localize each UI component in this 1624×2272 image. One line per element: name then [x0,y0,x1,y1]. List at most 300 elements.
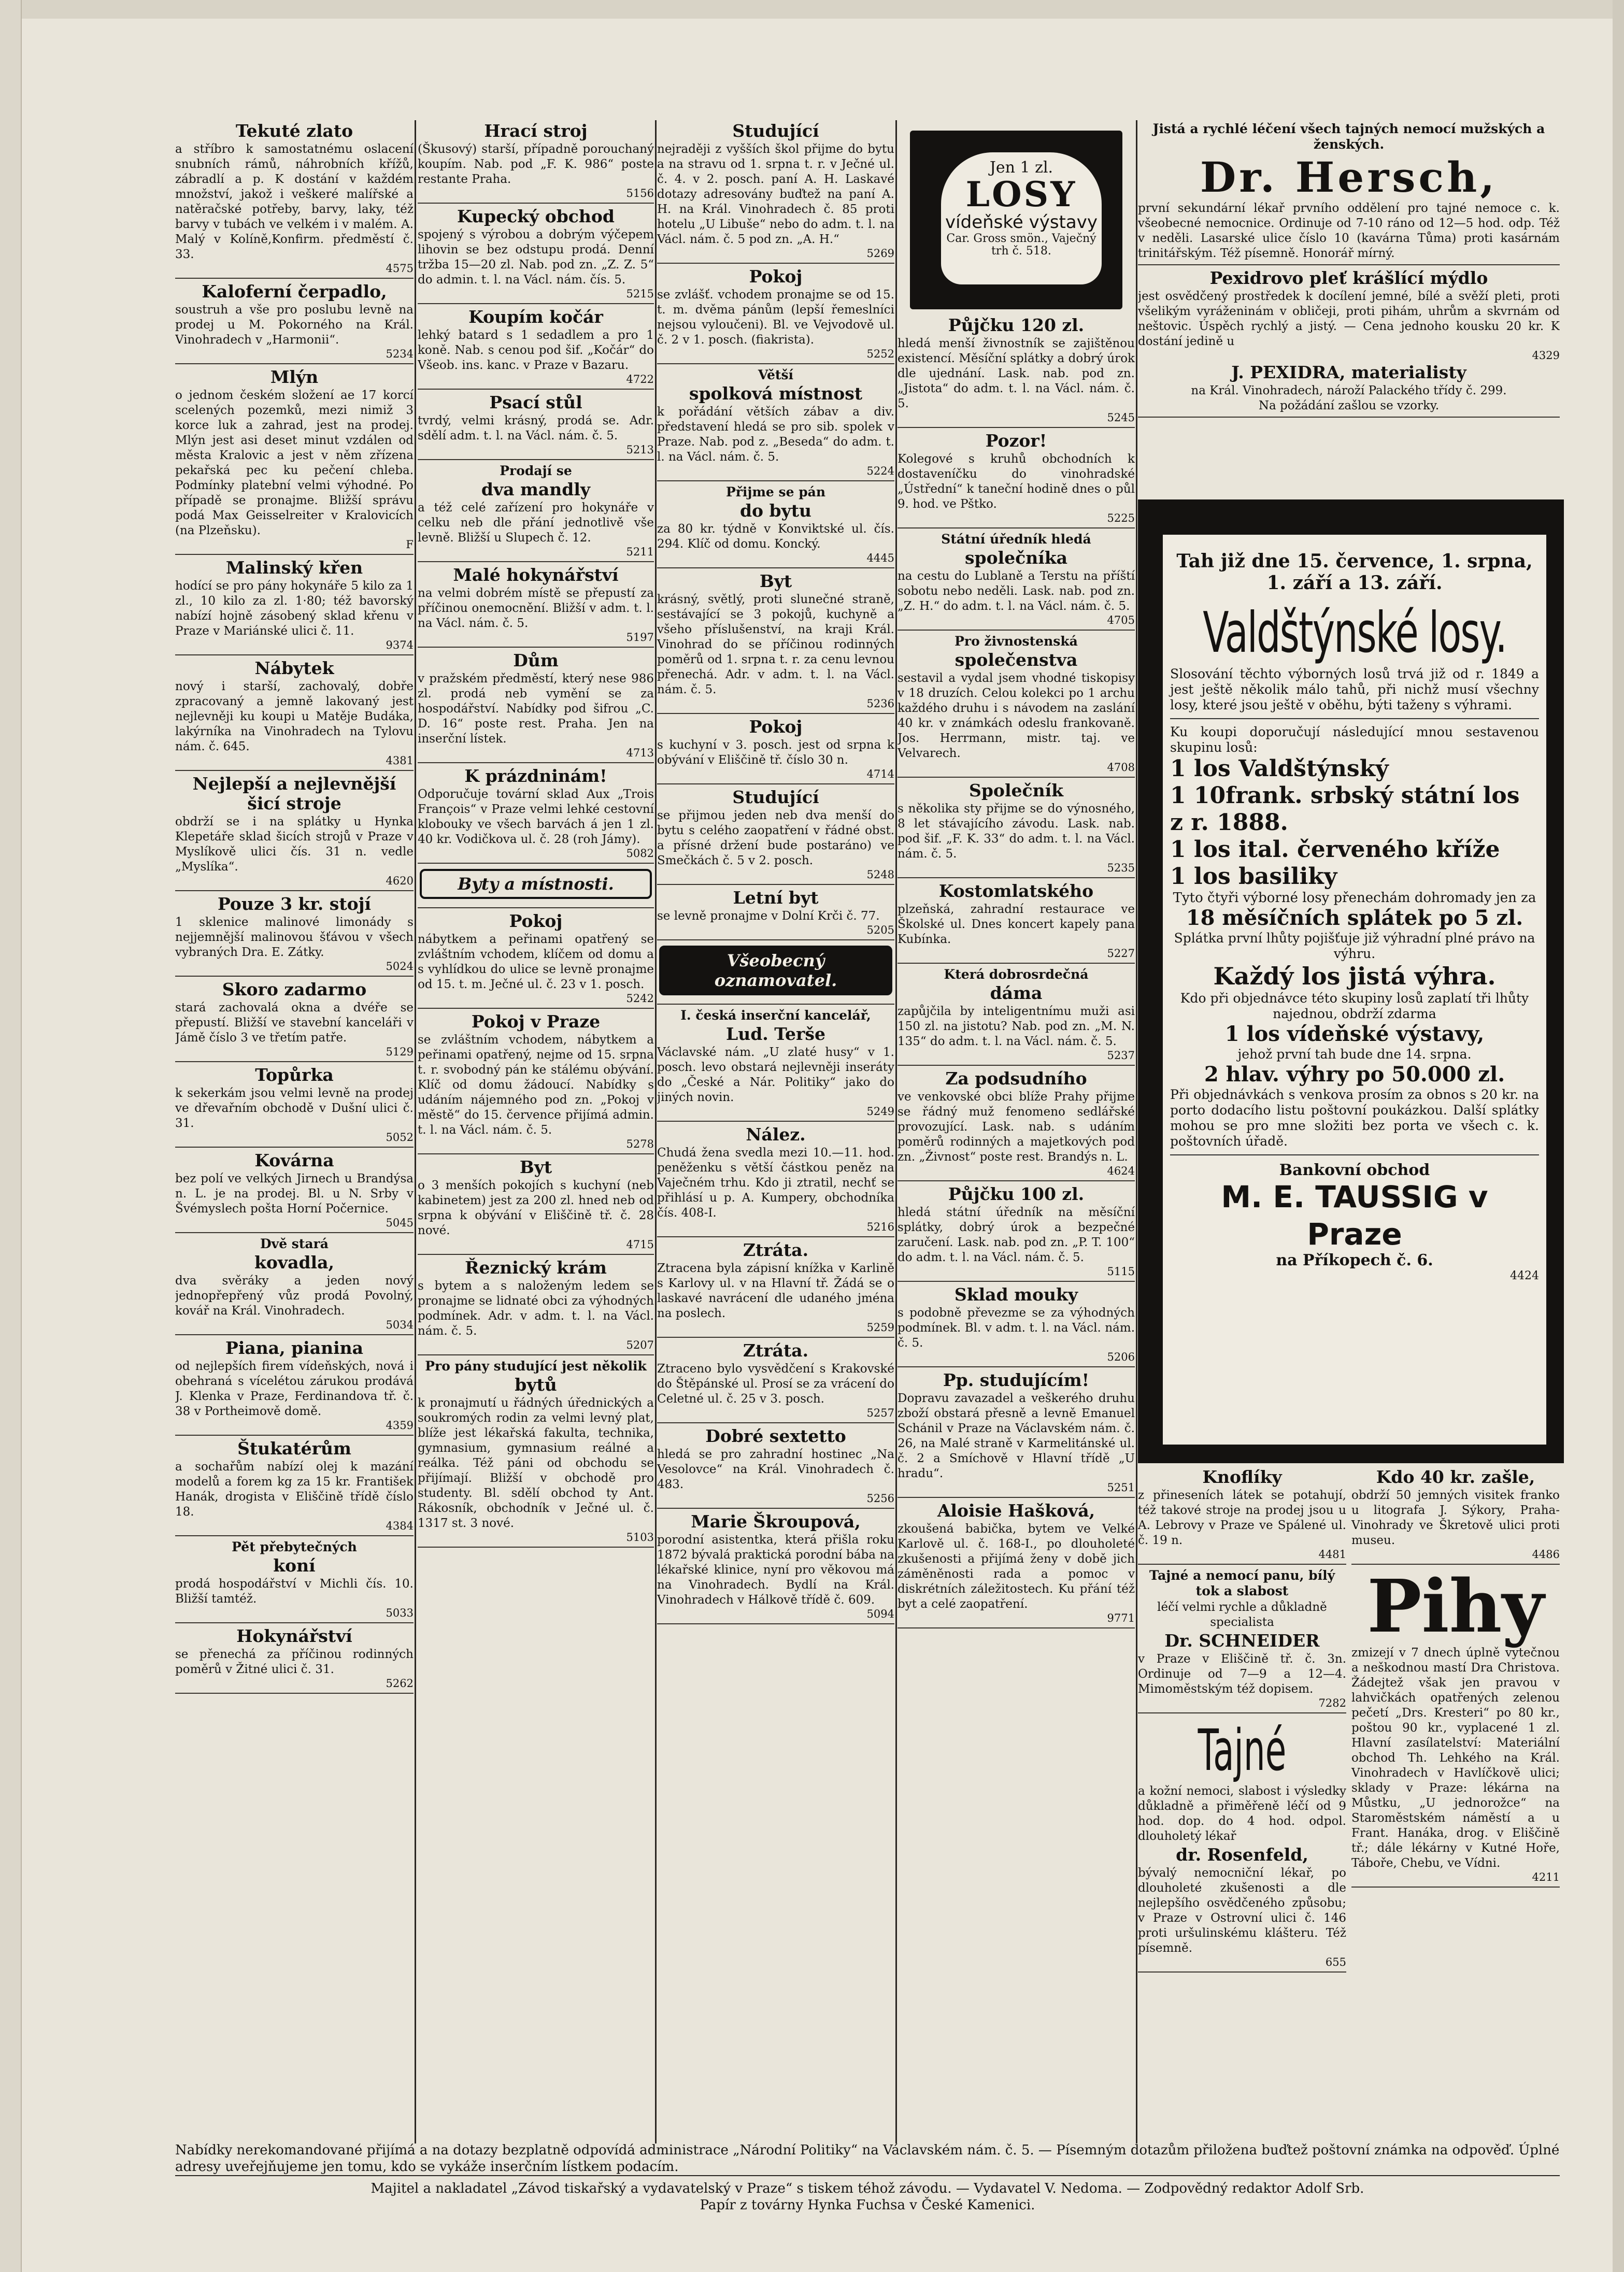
ad-number: 655 [1325,1956,1346,1968]
ad-body: o jednom českém složení ae 17 korcí scelených pozemků, mezi nimiž 3 korce luk a zahrad, jest na prodej. Mlýn jest asi deset minut vzdálen od města Kralovic a jest v něm zřízena pekařská pec ku pečení chleba. Podmínky platební velmi výhodné. Po případě se pronajme. Bližší správu podá Max Geisselreiter v Kralovicích (na Plzeňsku). [175,389,414,537]
ad-body: ve venkovské obci blíže Prahy přijme se řádný muž fenomeno sedlářské provozující. Lask. nab. s udáním poměrů rodinných a majetkových pod zn. „Živnost“ poste rest. Brandýs n. L. [898,1090,1135,1164]
ad-preheading: Dvě stará [260,1236,329,1251]
ad-number: 5033 [386,1607,414,1619]
column-rule [1136,120,1137,2144]
ad-number: 4714 [866,768,894,780]
ad-body: s kuchyní v 3. posch. jest od srpna k obývání v Eliščině tř. číslo 30 n. [657,738,894,767]
ad-heading: Pokoj [509,911,563,931]
advert [657,1512,894,1624]
advert [175,894,414,977]
advert [418,651,654,763]
ad-heading: Kdo 40 kr. zašle, [1376,1467,1535,1487]
bank-address: na Příkopech č. 6. [1276,1251,1433,1269]
advert [898,1184,1135,1282]
pihy-advert [1351,1564,1560,1888]
ad-heading: kovadla, [254,1252,334,1273]
ad-body: hledá se pro zahradní hostinec „Na Vesolovce“ na Král. Vinohradech č. 483. [657,1448,894,1491]
ad-number: 5207 [626,1339,654,1351]
ad-number: 5251 [1107,1481,1135,1494]
advert [898,881,1135,964]
ad-heading: Pokoj [749,717,803,737]
ad-number: 5245 [1107,411,1135,424]
ad-number: 5082 [626,847,654,860]
pexidr-seller: J. PEXIDRA, materialisty [1231,362,1466,382]
ad-heading: Nejlepší a nejlevnější šicí stroje [192,774,396,813]
ad-heading: Pozor! [985,431,1047,451]
ad-body: se zvlášť. vchodem pronajme se od 15. t. m. dvěma pánům (lepší řemeslníci nejsou vyloučeni). Bl. ve Vejvodově ul. č. 2 v 1. posch. (fiakrista). [657,288,894,347]
ad-number: 4424 [1510,1269,1539,1282]
advert [175,1539,414,1623]
advert [657,1125,894,1237]
column-3 [657,120,894,2144]
ad-preheading: Státní úředník hledá [941,532,1091,547]
ad-body: nábytkem a peřinami opatřený se zvláštním vchodem, klíčem od domu a s vyhlídkou do ulice se levně pronajme od 15. t. m. Ječné ul. č. 23 v 1. posch. [418,933,654,991]
ad-body: obdrží se i na splátky u Hynka Klepetáře sklad šicích strojů v Praze v Myslíkově ulici čís. 31 n. vedle „Myslíka“. [175,815,414,874]
ad-number: 4575 [386,262,414,275]
ad-number: 5034 [386,1319,414,1331]
ad-heading: Pexidrovo pleť krášlící mýdlo [1209,268,1488,288]
ad-body: a stříbro k samostatnému oslacení snubních rámů, náhrobních křížů, zábradlí a p. K dostání v každém množství, jakož i veškeré malířské a natěračské potřeby, barvy, laky, též barvy v tubách ve velkém i v malém. A. Malý v Kolíně,Konfirm. předměstí č. 33. [175,142,414,261]
ad-heading: Kostomlatského [938,881,1094,901]
ad-preheading: I. česká inserční kancelář, [680,1008,871,1023]
ad-body: dva svěráky a jeden nový jednopřepřený vůz prodá Povolný, kovář na Král. Vinohradech. [175,1274,414,1318]
advert [418,911,654,1009]
valdstyn-bonus-intro: Kdo při objednávce této skupiny losů zaplatí tři lhůty najednou, obdrží zdarma [1180,991,1529,1021]
ad-body: hledá menší živnostník se zajištěnou existencí. Měsíční splátky a dobrý úrok dle ujednání. Lask. nab. pod zn. „Jistota“ do adm. t. l. na Václ. nám. č. 5. [898,337,1135,410]
ad-number: 4211 [1532,1871,1560,1883]
ad-number: 4713 [626,747,654,759]
ad-body: zapůjčila by inteligentnímu muži asi 150 zl. na jistotu? Nab. pod zn. „M. N. 135“ do adm. t. l. na Václ. nám. č. 5. [898,1005,1135,1048]
ad-heading: Kovárna [254,1150,334,1170]
ad-heading: dáma [990,983,1043,1003]
ad-number: 5225 [1107,512,1135,524]
ad-body: za 80 kr. týdně v Konviktské ul. čís. 294. Klíč od domu. Koncký. [657,522,894,551]
losy-price: Jen 1 zl. [989,159,1053,177]
valdstyn-advert [1163,535,1546,1445]
ad-body: Ztracena byla zápisní knížka v Karlině s Karlovy ul. v na Hlavní tř. Žádá se o laskavé navrácení dle udaného jména na poslech. [657,1262,894,1320]
valdstyn-free-los: 1 los vídeňské výstavy, [1224,1022,1485,1046]
doctor-name: dr. Rosenfeld, [1176,1845,1308,1865]
losy-subtitle: vídeňské výstavy [945,212,1098,233]
ad-number: 5227 [1107,947,1135,960]
ad-number: 5234 [386,348,414,360]
advert [657,267,894,364]
ad-heading: Piana, pianina [225,1338,363,1358]
ad-body: hledá státní úředník na měsíční splátky, dobrý úrok a bezpečné zaručení. Lask. nab. pod zn. „P. T. 100“ do adm. t. l. na Václ. nám. č. 5. [898,1206,1135,1264]
ad-number: 9374 [386,639,414,651]
column-2 [418,120,654,2144]
ad-number: 5211 [626,546,654,558]
ad-heading: bytů [515,1375,557,1395]
ad-number: 4705 [1107,614,1135,626]
ad-body: prodá hospodářství v Michli čís. 10. Bližší tamtéž. [175,1577,414,1606]
ad-number: 4481 [1318,1548,1346,1561]
advert [657,1426,894,1509]
doctor-name: Dr. SCHNEIDER [1164,1631,1320,1651]
advert [175,659,414,771]
advert [175,1626,414,1694]
ad-body: plzeňská, zahradní restaurace ve Školské ul. Dnes koncert kapely pana Kubínka. [898,903,1135,946]
ad-number: 5156 [626,187,654,199]
ad-body: stará zachovalá okna a dvéře se přepustí. Bližší ve stavební kanceláři v Jámě číslo 3 ve třetím patře. [175,1001,414,1045]
advert [175,121,414,279]
ad-heading: Sklad mouky [954,1284,1078,1305]
ad-number: 5248 [866,868,894,881]
ad-heading: Pp. studujícím! [943,1370,1090,1390]
ad-number: 4445 [866,552,894,564]
pexidr-address: na Král. Vinohradech, nároží Palackého třídy č. 299. [1191,384,1507,397]
ad-heading: Řeznický krám [465,1258,607,1278]
ad-body: k pronajmutí u řádných úřednických a soukromých rodin za velmi levný plat, blíže jest lékařská fakulta, technika, gymnasium, gymnasium reálné a reálka. Též páni od obchodu se přijímají. Bližší v obchodě pro studenty. Bl. sdělí obchod ty Ant. Rákosník, obchodník v Ječné ul. č. 1317 st. 3 nové. [418,1396,654,1530]
ad-number: 5115 [1107,1265,1135,1278]
advert [898,316,1135,428]
ad-number: 4486 [1532,1548,1560,1561]
advert [175,1338,414,1436]
ad-heading: Půjčku 120 zl. [948,315,1085,335]
advert [175,282,414,364]
valdstyn-win-each: Každý los jistá výhra. [1213,962,1496,990]
advert [657,1341,894,1423]
ad-number: F [406,538,414,551]
advert [898,1501,1135,1628]
advert [175,980,414,1062]
tajne-heading: Tajné [1198,1717,1287,1783]
kdo40-advert [1351,1467,1560,1565]
column-rule [895,120,897,2144]
ad-number: 5257 [866,1407,894,1419]
ad-number: 5024 [386,960,414,973]
ad-body: bez polí ve velkých Jirnech u Brandýsa n. L. je na prodej. Bl. u N. Srby v Švémyslech pošta Horní Počernice. [175,1172,414,1216]
ad-number: 5206 [1107,1351,1135,1363]
ad-number: 5045 [386,1217,414,1229]
ad-heading: Pokoj [749,266,803,287]
advert [657,946,894,1005]
ad-body: krásný, světlý, proti slunečné straně, sestávající se 3 pokojů, kuchyně a všeho příslušenství, na kraji Král. Vinohrad do se příčinou rodinných poměrů od 1. srpna t. r. za cenu levnou přenechá. Adr. v adm. t. l. na Václ. nám. č. 5. [657,593,894,696]
ad-heading: Koupím kočár [468,307,603,327]
ad-preheading: Pro živnostenská [955,634,1078,649]
ad-heading: Nález. [746,1124,806,1145]
ad-number: 4381 [386,754,414,767]
advert [175,774,414,891]
imprint [175,2175,1560,2213]
ad-heading: Skoro zadarmo [222,979,367,999]
ad-body: nejraději z vyšších škol přijme do bytu a na stravu od 1. srpna t. r. v Ječné ul. č. 4. v 2. posch. paní A. H. Laskavé dotazy adresovány buďtež na paní A. H. na Král. Vinohradech č. 85 proti hotelu „U Libuše“ nebo do adm. t. l. na Václ. nám. č. 5 pod zn. „A. H.“ [657,142,894,246]
bank-label: Bankovní obchod [1279,1161,1430,1179]
valdstyn-postage: Při objednávkách s venkova prosím za obnos s 20 kr. na porto dodacího listu poštovní poukázkou. Další splátky mohou se pro mne složiti bez porta ve všech c. k. poštovních úřadě. [1170,1087,1539,1149]
ad-body: Dopravu zavazadel a veškerého druhu zboží obstará přesně a levně Emanuel Schánil v Praze na Václavském nám. č. 26, na Malé straně v Karmelitánské ul. č. 2 a Smíchově v Hlavní třídě „U hradu“. [898,1392,1135,1480]
advert [418,121,654,204]
advert [657,1240,894,1338]
ad-body: (Škusový) starší, případně porouchaný koupím. Nab. pod „F. K. 986“ poste restante Praha. [418,142,654,186]
ad-number: 5262 [386,1677,414,1690]
ad-number: 5236 [866,697,894,710]
ad-body: se přijmou jeden neb dva menší do bytu s celého zaopatření v řádné obst. a přísné držení bude postaráno) ve Smečkách č. 5 v 2. posch. [657,809,894,867]
ad-number: 5235 [1107,862,1135,874]
ad-number: 4620 [386,875,414,887]
losy-advert [910,131,1122,309]
lower-left [1138,1466,1346,1976]
ad-heading: Studující [732,121,819,141]
ad-heading: Štukatérům [237,1438,351,1459]
ad-heading: Aloisie Hašková, [937,1501,1095,1521]
ad-body: Václavské nám. „U zlaté husy“ v 1. posch. levo obstará nejlevněji inseráty do „České a Nár. Politiky“ jako do jiných novin. [657,1046,894,1104]
ad-body: hodící se pro pány hokynáře 5 kilo za 1 zl., 10 kilo za zl. 1·80; též bavorský nabízí hojně zásobený sklad křenu v Praze v Mariánské ulici č. 11. [175,579,414,638]
ad-heading: Lud. Terše [726,1024,825,1044]
pihy-heading: Pihy [1367,1564,1544,1649]
advert [175,1151,414,1233]
ad-number: 5216 [866,1221,894,1233]
ad-body: k pořádání větších zábav a div. představení hledá se pro sib. spolek v Praze. Nab. pod z. „Beseda“ do adm. t. l. na Václ. nám. č. 5. [657,405,894,464]
advert [175,1236,414,1335]
ad-heading: koní [273,1555,316,1576]
ad-heading: společenstva [955,650,1078,670]
ad-body: na velmi dobrém místě se přepustí za příčinou onemocnění. Bližší v adm. t. l. na Václ. nám. č. 5. [418,587,654,630]
ad-heading: do bytu [739,501,812,521]
ad-body: lehký batard s 1 sedadlem a pro 1 koně. Nab. s cenou pod šif. „Kočár“ do Všeob. ins. kanc. v Praze v Bazaru. [418,328,654,372]
ad-heading: Společník [969,780,1063,801]
ad-heading: Kupecký obchod [457,206,615,226]
ad-heading: Za podsudního [945,1068,1087,1089]
advert [898,1285,1135,1367]
imprint-publisher: Majitel a nakladatel „Závod tiskařský a vydavatelský v Praze“ s tiskem téhož závodu. — Vydavatel V. Nedoma. — Zodpovědný redaktor Adolf Srb. [371,2181,1364,2196]
ad-preheading: Která dobrosrdečná [944,967,1089,982]
imprint-paper: Papír z továrny Hynka Fuchsa v České Kamenici. [700,2197,1035,2213]
column-1 [175,120,414,2144]
hersch-advert [1138,121,1560,265]
valdstyn-draw-dates: Tah již dne 15. července, 1. srpna, 1. září a 13. září. [1176,550,1533,594]
ad-preheading: Prodají se [500,463,572,478]
advert [418,1258,654,1355]
pexidr-note: Na požádání zašlou se vzorky. [1258,399,1440,412]
ad-heading: spolková místnost [689,383,863,404]
ad-number: 5259 [866,1321,894,1334]
valdstyn-main-prizes: 2 hlav. výhry po 50.000 zl. [1204,1062,1505,1087]
ad-number: 5205 [866,924,894,936]
ad-heading: Topůrka [255,1065,334,1085]
advert [175,558,414,655]
lower-right [1351,1466,1560,1976]
ad-body: nový i starší, zachovalý, dobře zpracovaný a jemně lakovaný jest nejlevněji ku koupi u Matěje Budáka, lakýrníka na Vinohradech na Tylovu nám. č. 645. [175,680,414,753]
ad-body: bývalý nemocniční lékař, po dlouholeté zkušenosti a dle nejlepšího osvědčeného způsobu; v Praze v Ostrovní ulici č. 146 proti uršulinskému klášteru. Též písemně. [1138,1866,1346,1955]
ad-body: léčí velmi rychle a důkladně specialista [1157,1601,1327,1629]
ad-preheading: Přijme se pán [725,484,826,499]
ad-body: se zvláštním vchodem, nábytkem a peřinami opatřený, nejme od 15. srpna t. r. svobodný pán ke stálému obývání. Klíč od domu žádoucí. Nabídky s udáním nájemného pod zn. „Pokoj v městě“ do 15. července přijímá admin. t. l. na Václ. nám. č. 5. [418,1033,654,1137]
ad-heading: Studující [732,787,819,807]
los-item: 1 los Valdštýnský [1170,755,1389,782]
ad-number: 5129 [386,1046,414,1058]
ad-heading: Mlýn [270,367,319,387]
advert [418,565,654,648]
ad-number: 4329 [1532,349,1560,362]
los-item: 1 los basiliky [1170,863,1337,890]
ad-heading: společníka [964,548,1068,568]
tajne-advert [1138,1717,1346,1973]
ad-body: na cestu do Lublaně a Terstu na příští sobotu nebo neděli. Lask. nab. pod zn. „Z. H.“ do adm. t. l. na Václ. nám. č. 5. [898,569,1135,613]
losy-frame [941,152,1102,284]
valdstyn-intro: Slosování těchto výborných losů trvá již od r. 1849 a jest ještě několik málo tahů, při nichž musí všechny losy, které jsou ještě v oběhu, býti taženy s výhrami. [1170,666,1539,712]
ad-body: Kolegové s kruhů obchodních k dostaveníčku do vinohradské „Ústřední“ k taneční hodině dnes o půl 9. hod. ve Pštko. [898,452,1135,511]
advert [657,1008,894,1122]
advert [175,1065,414,1148]
column-rule [415,120,416,2144]
page-right-margin [1613,0,1624,2272]
column-rule [655,120,657,2144]
ad-body: se levně pronajme v Dolní Krči č. 77. [657,909,880,923]
ad-heading: Hokynářství [236,1626,352,1646]
ad-preheading: Větší [758,367,794,382]
ad-number: 5197 [626,631,654,644]
ad-heading: Nábytek [254,658,334,678]
ad-heading: Marie Škroupová, [691,1511,861,1532]
advert [898,1370,1135,1498]
ad-number: 4384 [386,1520,414,1532]
valdstyn-title: Valdštýnské losy. [1203,601,1506,665]
ad-number: 5215 [626,288,654,300]
ad-heading: K prázdninám! [464,766,607,786]
advert [418,307,654,390]
ad-number: 5237 [1107,1049,1135,1062]
ad-preheading: Pro pány studující jest několik [425,1359,647,1374]
ad-body: z přineseních látek se potahují, též takové stroje na prodej jsou u A. Lebrovy v Praze ve Spálené ul. č. 19 n. [1138,1489,1346,1547]
ad-number: 5094 [866,1608,894,1620]
ad-heading: Hrací stroj [484,121,588,141]
ad-heading: Dobré sextetto [705,1426,846,1446]
advert [175,1439,414,1536]
advert [898,532,1135,631]
ad-body: zkoušená babička, bytem ve Velké Karlově ul. č. 168-I., po dlouholeté zkušenosti a přijímá ženy v době jich záměněnosti rada a pomoc v diskrétních záležitostech. Ku přání též byt a celé zaopatření. [898,1522,1135,1611]
ad-heading: dva mandly [481,479,591,499]
ad-number: 4722 [626,373,654,385]
ad-number: 5278 [626,1138,654,1150]
ad-heading: Půjčku 100 zl. [948,1184,1085,1204]
ad-body: a kožní nemoci, slabost i výsledky důkladně a přiměřeně léčí od 9 hod. dop. do 4 hod. odpol. dlouholetý lékař [1138,1784,1346,1843]
advert [898,634,1135,778]
ad-body: od nejlepších firem vídeňských, nová i obehraná s vícelétou zárukou prodává J. Klenka v Praze, Ferdinandova tř. č. 38 v Portheimově domě. [175,1360,414,1418]
section-banner: Byty a místnosti. [420,869,652,899]
losy-address: Car. Gross smön., Vaječný trh č. 518. [946,232,1096,258]
column-5-lower [1138,1466,1560,2140]
ad-heading: Malinský křen [225,558,363,578]
ad-body: s bytem a s naloženým ledem se pronajme se lidnaté obci za výhodných podmínek. Adr. v adm. t. l. na Václ. nám. č. 5. [418,1279,654,1338]
ad-number: 5224 [866,465,894,477]
advert [657,788,894,885]
ad-body: 1 sklenice malinové limonády s nejjemnější malinovou šťávou v všech vybraných Dra. E. Zátky. [175,916,414,959]
advert [418,1158,654,1255]
advert [898,1069,1135,1181]
ad-body: a sochařům nabízí olej k mazání modelů a forem kg za 15 kr. František Hanák, drogista v Eliščině třídě číslo 18. [175,1460,414,1519]
advert [175,367,414,555]
advert [657,571,894,714]
ad-heading: Jistá a rychlé léčení všech tajných nemocí mužských a ženských. [1152,121,1545,152]
advert [418,869,654,908]
page-top-margin [0,0,1624,19]
valdstyn-price-intro: Tyto čtyři výborné losy přenechám dohromady jen za [1173,890,1536,906]
advert [657,717,894,784]
ad-address: v Praze v Eliščině tř. č. 3n. Ordinuje od 7—9 a 12—4. Mimoměstským též dopisem. [1138,1652,1346,1696]
ad-number: 5213 [626,444,654,456]
ad-heading: Dům [513,650,559,670]
advert [418,207,654,304]
ad-heading: Pouze 3 kr. stojí [217,894,372,914]
bank-firm: M. E. TAUSSIG v Praze [1221,1179,1488,1252]
ad-body: Odporučuje tovární sklad Aux „Trois François“ v Praze velmi lehké cestovní klobouky ve všech barvách á jen 1 zl. 40 kr. Vodičkova ul. č. 28 (roh Jámy). [418,788,654,846]
advert [418,393,654,460]
ad-number: 5242 [626,992,654,1005]
advert [898,781,1135,878]
ad-number: 4624 [1107,1165,1135,1177]
schneider-advert [1138,1568,1346,1713]
valdstyn-draw-date: jehož první tah bude dne 14. srpna. [1237,1047,1472,1062]
ad-body: první sekundární lékař prvního oddělení pro tajné nemoce c. k. všeobecné nemocnice. Ordinuje od 7-10 ráno od 12—5 hod. odp. Též v neděli. Lasarské ulice číslo 10 (kavárna Tůma) proti kasárnám trinitářským. Též písemně. Honorář mírný. [1138,202,1560,260]
advert [898,967,1135,1066]
footer-notice: Nabídky nerekomandované přijímá a na dotazy bezplatně odpovídá administrace „Národní Politiky“ na Václavském nám. č. 5. — Písemným dotazům přiložena buďtež poštovní známka na odpověď. Úplné adresy uveřejňujeme jen tomu, kdo se vykáže inserčním lístkem podacím. [175,2142,1560,2175]
ad-body: Chudá žena svedla mezi 10.—11. hod. peněženku s větší částkou peněz na Vaječném trhu. Kdo ji ztratil, nechť se přihlásí u p. A. Kumpery, obchodníka čís. 408-I. [657,1146,894,1220]
ad-body: zmizejí v 7 dnech úplně vytečnou a neškodnou mastí Dra Christova. Žádejtež však jen pravou v lahvičkách opatřených zelenou pečetí „Drs. Kresteri“ po 80 kr., poštou 90 kr., vyplacené 1 zl. Hlavní zasílatelství: Materiální obchod Th. Lehkého na Král. Vinohradech v Havlíčkově ulici; sklady v Praze: lékárna na Můstku, „U jednorožce“ na Staroměstském náměstí a u Frant. Hanáka, drog. v Eliščině tř.; dále lékárny v Kutné Hoře, Táboře, Chebu, ve Vídni. [1351,1646,1560,1870]
ad-number: 4708 [1107,761,1135,774]
hersch-name: Dr. Hersch, [1200,153,1498,202]
ad-preheading: Pět přebytečných [232,1539,357,1554]
ad-body: Ztraceno bylo vysvědčení s Krakovské do Štěpánské ul. Prosí se za vrácení do Celetné ul. č. 25 v 3. posch. [657,1362,894,1406]
ad-body: spojený s výrobou a dobrým výčepem lihovin se bez odstupu prodá. Denní tržba 15—20 zl. Nab. pod zn. „Z. Z. 5“ do admin. t. l. na Václ. nám. čís. 5. [418,228,654,287]
ad-body: tvrdý, velmi krásný, prodá se. Adr. sdělí adm. t. l. na Václ. nám. č. 5. [418,414,654,442]
valdstyn-installments: 18 měsíčních splátek po 5 zl. [1186,906,1523,930]
ad-heading: Pokoj v Praze [471,1011,601,1032]
ad-body: k sekerkám jsou velmi levně na prodej ve dřevařním obchodě v Dušní ulici č. 31. [175,1087,414,1130]
advert [898,431,1135,528]
losy-title: LOSY [965,174,1077,215]
ad-body: obdrží 50 jemných visitek franko u litografa J. Sýkory, Praha-Vinohrady ve Škretově ulici proti museu. [1351,1489,1560,1547]
ad-body: o 3 menších pokojích s kuchyní (neb kabinetem) jest za 200 zl. hned neb od srpna k obývání v Eliščině tř. č. 28 nové. [418,1179,654,1237]
ad-heading: Byt [759,571,792,591]
ad-number: 4715 [626,1238,654,1251]
advert [657,888,894,940]
ad-number: 5269 [866,247,894,260]
ad-body: jest osvědčený prostředek k docílení jemné, bílé a svěží pleti, proti všelikým vyráženinám v obličeji, proti pihám, uhrům a skvrnám od neštovic. Úspěch rychlý a jistý. — Cena jednoho kousku 20 kr. K dostání jedině u [1138,290,1560,348]
ad-heading: Tajné a nemocí panu, bílý tok a slabost [1149,1568,1335,1598]
ad-heading: Letní byt [733,888,819,908]
ad-number: 4359 [386,1419,414,1432]
ad-heading: Kaloferní čerpadlo, [202,281,387,302]
ad-body: soustruh a vše pro poslubu levně na prodej u M. Pokorného na Král. Vinohradech v „Harmonii“. [175,303,414,347]
section-banner: Všeobecný oznamovatel. [659,946,892,995]
advert [418,1012,654,1154]
ad-heading: Psací stůl [489,392,582,412]
ad-number: 5249 [866,1105,894,1118]
knoflik-advert [1138,1467,1346,1565]
ad-number: 9771 [1107,1612,1135,1624]
ad-heading: Ztráta. [743,1340,809,1361]
ad-body: porodní asistentka, která přišla roku 1872 bývalá praktická porodní bába na lékařské klinice, nyní pro věkovou má na Vinohradech. Bydlí na Král. Vinohradech v Hálkově třídě č. 609. [657,1533,894,1607]
ad-heading: Tekuté zlato [235,121,353,141]
valdstyn-note: Splátka první lhůty pojišťuje již výhradní plné právo na výhru. [1174,931,1535,961]
ad-body: a též celé zařízení pro hokynáře v celku neb dle přání jednotlivě vše levně. Bližší u Slupech č. 12. [418,501,654,545]
advert [418,1359,654,1548]
ad-body: s několika sty přijme se do výnosného, 8 let stávajícího závodu. Lask. nab. pod šif. „F. K. 33“ do adm. t. l. na Václ. nám. č. 5. [898,802,1135,861]
column-4 [898,120,1135,2144]
ad-heading: Knoflíky [1202,1467,1282,1487]
ad-number: 5256 [866,1492,894,1505]
advert [657,121,894,264]
ad-number: 5103 [626,1531,654,1544]
ad-body: v pražském předměstí, který nese 986 zl. prodá neb vymění se za hospodářství. Nabídky pod šifrou „C. D. 16“ poste rest. Praha. Jen na inserční lístek. [418,672,654,746]
ad-body: sestavil a vydal jsem vhodné tiskopisy v 18 druzích. Celou kolekci po 1 archu každého druhu i s návodem na zaslání 40 kr. v známkách odeslu frankovaně. Jos. Herrmann, mistr. taj. ve Velvarech. [898,671,1135,760]
ad-heading: Malé hokynářství [453,565,619,585]
advert [657,484,894,568]
los-item: 1 10frank. srbský státní los z r. 1888. [1170,782,1520,836]
advert [418,766,654,864]
advert [657,367,894,481]
ad-number: 7282 [1318,1697,1346,1709]
